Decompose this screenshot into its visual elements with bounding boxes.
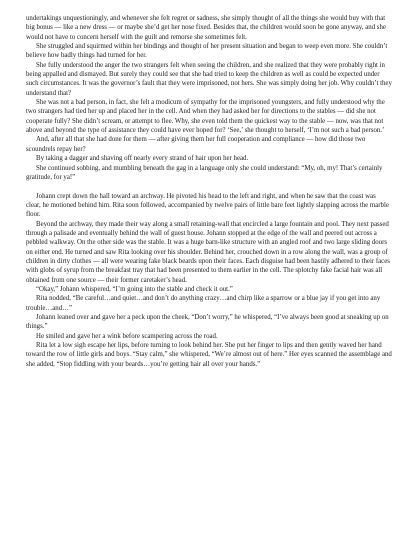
section-break	[26, 182, 392, 191]
paragraph: By taking a dagger and shaving off nearly every strand of hair upon her head.	[36, 155, 249, 163]
paragraph: Johann crept down the hall toward an archway. He pivoted his head to the left and right, and when he saw that the coast was clear, he motioned behind him. Rita soon followed, accompanied by twelve pairs of little bare feet lightly slapping across the marble floor.	[26, 192, 389, 219]
paragraph: She continued sobbing, and mumbling beneath the gag in a language only she could understand: “My, oh, my! That’s certainly gratitude, for ya!”	[26, 164, 383, 181]
paragraph: “Okay,” Johann whispered, “I’m going into the stable and check it out.”	[36, 285, 233, 293]
paragraph: She fully understood the anger the two strangers felt when seeing the children, and she realized that they were probably right in being appalled and dismayed. But surely they could see that she had tried to keep the children as well as could be expected under such circumstances. It was the governor’s fault that they were imprisoned, not hers. She was simply doing her job. Why couldn’t they understand that?	[26, 61, 392, 97]
paragraph: He smiled and gave her a wink before scampering across the road.	[36, 332, 218, 340]
document-section-2	[26, 192, 392, 370]
paragraph: She was not a bad person, in fact, she felt a modicum of sympathy for the imprisoned youngsters, and fully understood why the two strangers had tied her up and placed her in the cell. And when they had asked her for directions to the stables — did she not cooperate fully? She didn’t scream, or attempt to flee. Why, she even told them the quickest way to the stable — now, was that not above and beyond the type of assistance they could have ever hoped for? ‘See,’ she thought to herself, ‘I’m not such a bad person.’	[26, 99, 385, 135]
paragraph: She struggled and squirmed within her bindings and thought of her present situation and began to weep even more. She couldn’t believe how badly things had turned for her.	[26, 43, 388, 60]
paragraph: Rita nodded, “Be careful…and quiet…and don’t do anything crazy…and chirp like a sparrow or a blue jay if you get into any trouble…and…”	[26, 295, 381, 312]
document-page	[26, 14, 392, 369]
paragraph: undertakings unquestioningly, and whenever she felt regret or sadness, she simply thought of all the things she would buy with that big bonus — like a new dress — or maybe she’d get her nose fixed. Besides that, the children would soon be gone anyway, and she would not have to concern herself with the guilt and remorse she sometimes felt.	[26, 15, 386, 41]
paragraph: Johann leaned over and gave her a peck upon the cheek, “Don’t worry,” he whispered, “I’ve always been good at sneaking up on things.”	[26, 314, 389, 331]
paragraph: Rita let a low sigh escape her lips, before turning to look behind her. She put her finger to lips and then gently waved her hand toward the row of little girls and boys. “Stay calm,” she whispered, “We’re almost out of here.” Her eyes scanned the assemblage and she added, “Stop fiddling with your beards…you’re getting hair all over your hands.”	[26, 342, 392, 368]
document-section-1	[26, 14, 392, 182]
paragraph: Beyond the archway, they made their way along a small retaining-wall that encircled a large fountain and pool. They next passed through a palisade and eventually behind the wall of guest house. Johann stopped at the edge of the wall and peered out across a pebbled walkway. On the other side was the stable. It was a huge barn-like structure with an angled roof and two large sliding doors on either end. He turned and saw Rita looking over his shoulder. Behind her, crouched down in a row along the wall, was a group of children in dirty clothes — all were wearing fake black beards upon their faces. Each disguise had been hastily adhered to their faces with globs of syrup from the breakfast tray that had been presented to them earlier in the cell. The splotchy fake facial hair was all obtained from one source — their former caretaker’s head.	[26, 220, 390, 284]
paragraph: And, after all that she had done for them — after giving them her full cooperation and compliance — how did those two scoundrels repay her?	[26, 136, 366, 153]
